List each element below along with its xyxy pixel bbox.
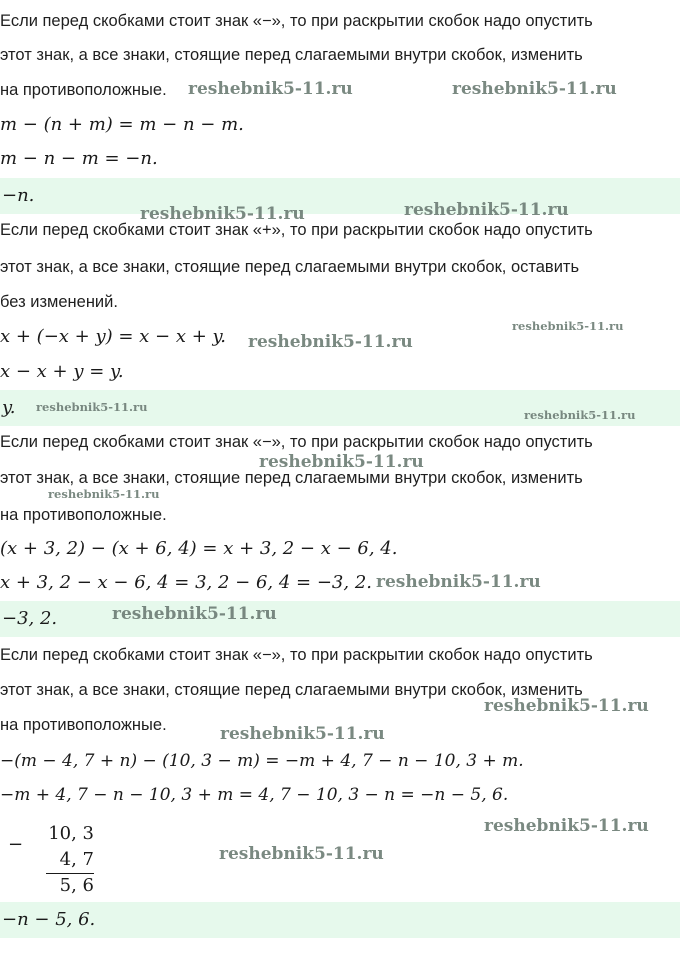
answer-box (0, 902, 680, 938)
rule-text-line: Если перед скобками стоит знак «−», то при раскрытии скобок надо опустить (0, 433, 593, 451)
rule-text-line: Если перед скобками стоит знак «−», то при раскрытии скобок надо опустить (0, 12, 593, 30)
math-line: x + (−x + y) = x − x + y. (0, 326, 227, 347)
minuend: 10, 3 (48, 823, 94, 844)
watermark: reshebnik5-11.ru (512, 319, 624, 333)
watermark: reshebnik5-11.ru (140, 204, 305, 224)
answer-box (0, 178, 680, 214)
rule-text-line: этот знак, а все знаки, стоящие перед слагаемыми внутри скобок, изменить (0, 46, 583, 64)
watermark: reshebnik5-11.ru (404, 200, 569, 220)
math-line: (x + 3, 2) − (x + 6, 4) = x + 3, 2 − x − 6, 4. (0, 538, 398, 559)
rule-text-line: на противоположные. (0, 716, 167, 734)
math-line: −m + 4, 7 − n − 10, 3 + m = 4, 7 − 10, 3 − n = −n − 5, 6. (0, 785, 509, 805)
rule-text-line: этот знак, а все знаки, стоящие перед слагаемыми внутри скобок, изменить (0, 681, 583, 699)
watermark: reshebnik5-11.ru (219, 844, 384, 864)
answer-box (0, 601, 680, 637)
rule-text-line: без изменений. (0, 293, 118, 311)
answer-text: −3, 2. (2, 608, 58, 629)
watermark: reshebnik5-11.ru (248, 332, 413, 352)
subtrahend: 4, 7 (59, 849, 94, 870)
math-line: x − x + y = y. (0, 361, 124, 382)
watermark: reshebnik5-11.ru (259, 452, 424, 472)
watermark: reshebnik5-11.ru (36, 400, 148, 414)
answer-text: −n. (2, 185, 35, 206)
watermark: reshebnik5-11.ru (220, 724, 385, 744)
rule-text-line: Если перед скобками стоит знак «+», то при раскрытии скобок надо опустить (0, 221, 593, 239)
watermark: reshebnik5-11.ru (376, 572, 541, 592)
rule-text-line: этот знак, а все знаки, стоящие перед слагаемыми внутри скобок, изменить (0, 469, 583, 487)
difference: 5, 6 (59, 875, 94, 896)
rule-text-line: на противоположные. (0, 506, 167, 524)
watermark: reshebnik5-11.ru (524, 408, 636, 422)
math-line: x + 3, 2 − x − 6, 4 = 3, 2 − 6, 4 = −3, 2. (0, 572, 372, 593)
watermark: reshebnik5-11.ru (48, 487, 160, 501)
math-line: m − n − m = −n. (0, 148, 158, 169)
watermark: reshebnik5-11.ru (112, 604, 277, 624)
rule-text-line: на противоположные. (0, 81, 167, 99)
watermark: reshebnik5-11.ru (188, 79, 353, 99)
watermark: reshebnik5-11.ru (484, 816, 649, 836)
minus-operator: − (8, 834, 24, 855)
watermark: reshebnik5-11.ru (452, 79, 617, 99)
answer-text: −n − 5, 6. (2, 909, 96, 930)
math-line: −(m − 4, 7 + n) − (10, 3 − m) = −m + 4, 7 − n − 10, 3 + m. (0, 751, 524, 771)
rule-text-line: Если перед скобками стоит знак «−», то при раскрытии скобок надо опустить (0, 646, 593, 664)
answer-text: y. (2, 397, 16, 418)
math-line: m − (n + m) = m − n − m. (0, 114, 244, 135)
rule-text-line: этот знак, а все знаки, стоящие перед слагаемыми внутри скобок, оставить (0, 258, 580, 276)
watermark: reshebnik5-11.ru (484, 696, 649, 716)
